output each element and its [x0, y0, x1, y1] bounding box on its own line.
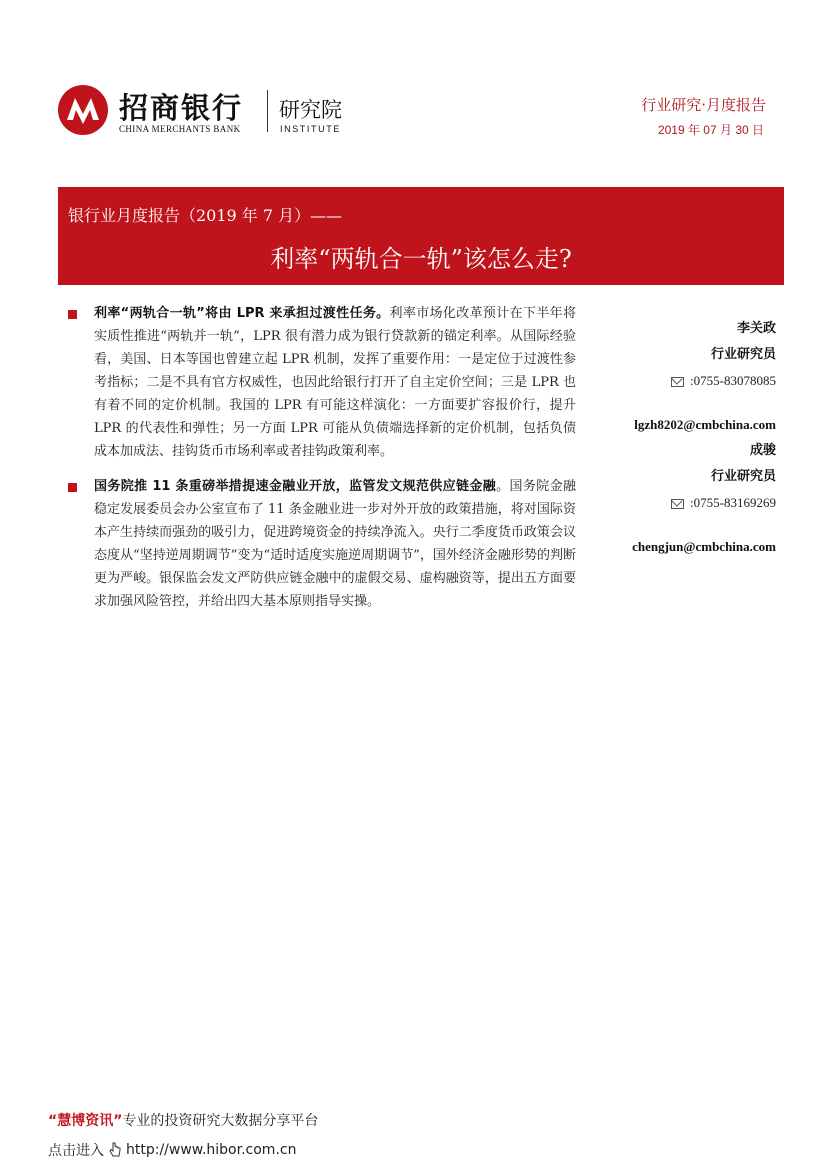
- analyst-sidebar: [566, 316, 776, 560]
- logo-name-cn: 招商银行: [119, 91, 244, 125]
- point-body: 利率市场化改革预计在下半年将实质性推进“两轨并一轨”，LPR 很有潜力成为银行贷款新的锚定利率。从国际经验看，美国、日本等国也曾建立起 LPR 机制，发挥了重要作用：一是定位于过渡性参考指标；二是不具有官方权威性，也因此给银行打开了自主定价空间；三是 LPR 也有着不同的定价机制。我国的 LPR 有可能这样演化：一方面要扩容报价行，提升 LPR 的代表性和弹性；另一方面 LPR 可能从负债端选择新的定价机制，包括负债成本加成法、挂钩货币市场利率或者挂钩政策利率。: [94, 306, 576, 459]
- analyst-phone-number: 0755-83169269: [693, 495, 776, 510]
- analyst-role: 行业研究员: [710, 347, 776, 362]
- report-subtitle: 银行业月度报告（2019 年 7 月）——: [68, 206, 343, 225]
- logo-institute-cn: 研究院: [279, 98, 342, 122]
- logo-name-en: CHINA MERCHANTS BANK: [119, 124, 241, 134]
- footer-slogan: 专业的投资研究大数据分享平台: [122, 1113, 319, 1129]
- report-title: 利率“两轨合一轨”该怎么走?: [270, 245, 572, 273]
- report-date: 2019 年 07 月 30 日: [657, 123, 764, 137]
- summary-point: [66, 302, 576, 463]
- bank-logo: [57, 84, 367, 138]
- analyst-role: 行业研究员: [710, 469, 776, 484]
- analyst-email[interactable]: lgzh8202@cmbchina.com: [634, 417, 776, 432]
- footer-link-line[interactable]: [48, 1140, 318, 1160]
- mail-icon: [671, 499, 684, 509]
- point-body: 。国务院金融稳定发展委员会办公室宣布了 11 条金融业进一步对外开放的政策措施，将对国际资本产生持续而强劲的吸引力，促进跨境资金的持续净流入。央行二季度货币政策会议态度从“坚持逆周期调节”变为“适时适度实施逆周期调节”，国外经济金融形势的判断更为严峻。银保监会发文严防供应链金融中的虚假交易、虚构融资等，提出五方面要求加强风险管控，并给出四大基本原则指导实操。: [94, 479, 576, 609]
- bullet-square-icon: [68, 310, 77, 319]
- mail-icon: [671, 377, 684, 387]
- logo-institute-en: INSTITUTE: [280, 124, 341, 134]
- bullet-square-icon: [68, 483, 77, 492]
- summary-section: [66, 302, 576, 625]
- summary-point: [66, 475, 576, 613]
- analyst-name: 成骏: [749, 443, 776, 458]
- analyst-phone-number: 0755-83078085: [693, 373, 776, 388]
- analyst-phone: :0755-83169269: [566, 490, 776, 516]
- analyst-phone: :0755-83078085: [566, 368, 776, 394]
- footer-brand: “慧博资讯”: [48, 1113, 123, 1129]
- footer-watermark: [48, 1110, 318, 1160]
- report-type: 行业研究·月度报告: [641, 96, 766, 114]
- footer-slogan-line: [48, 1110, 318, 1130]
- footer-url[interactable]: http://www.hibor.com.cn: [126, 1142, 297, 1158]
- title-banner: [58, 187, 784, 285]
- footer-click-text: 点击进入: [48, 1143, 104, 1159]
- point-lead: 利率“两轨合一轨”将由 LPR 来承担过渡性任务。: [94, 306, 390, 321]
- point-lead: 国务院推 11 条重磅举措提速金融业开放，监管发文规范供应链金融: [94, 479, 497, 494]
- cmb-logo-icon: [57, 84, 109, 136]
- analyst-name: 李关政: [736, 321, 776, 336]
- logo-divider: [267, 90, 268, 132]
- analyst-email[interactable]: chengjun@cmbchina.com: [632, 539, 776, 554]
- hand-pointer-icon: [108, 1142, 122, 1158]
